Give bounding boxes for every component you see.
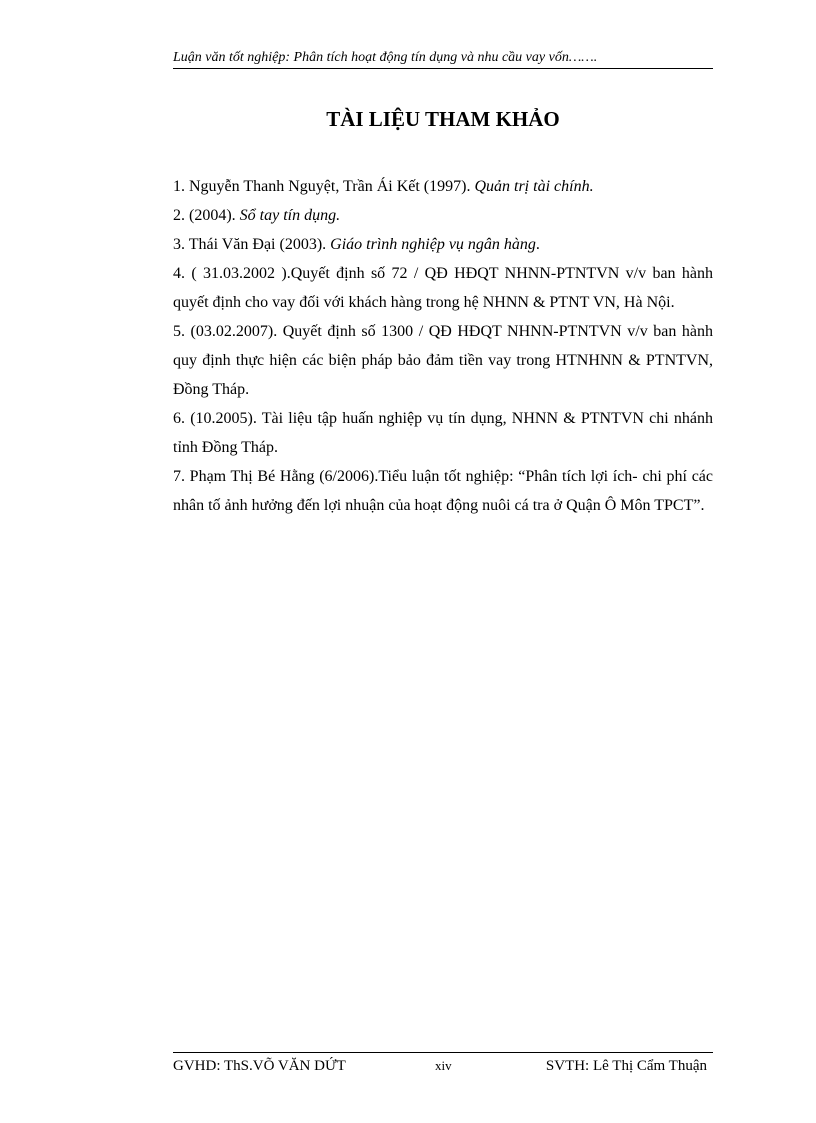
reference-text: 1. Nguyễn Thanh Nguyệt, Trần Ái Kết (1997).: [173, 178, 475, 195]
reference-item: [173, 259, 713, 317]
header-divider: [173, 68, 713, 69]
reference-text: 3. Thái Văn Đại (2003).: [173, 236, 331, 253]
footer-advisor: GVHD: ThS.VÕ VĂN DỨT: [173, 1058, 346, 1074]
page-footer: [173, 1056, 713, 1076]
reference-item: [173, 230, 713, 259]
footer-student: SVTH: Lê Thị Cẩm Thuận: [545, 1058, 707, 1074]
footer-divider: [173, 1052, 713, 1053]
page-title: TÀI LIỆU THAM KHẢO: [326, 107, 560, 131]
reference-item: [173, 172, 713, 201]
reference-text: 4. ( 31.03.2002 ).Quyết định số 72 / QĐ HĐQT NHNN-PTNTVN v/v ban hành quyết định cho vay đối với khách hàng trong hệ NHNN & PTNT VN, Hà Nội.: [173, 265, 713, 311]
reference-text: 2. (2004).: [173, 207, 240, 224]
reference-text: 6. (10.2005). Tài liệu tập huấn nghiệp vụ tín dụng, NHNN & PTNTVN chi nhánh tỉnh Đồng Tháp.: [173, 410, 713, 456]
reference-tail: .: [535, 236, 540, 253]
reference-list: [173, 172, 713, 520]
footer-page-number: xiv: [435, 1058, 452, 1073]
reference-item: [173, 201, 713, 230]
reference-text: 7. Phạm Thị Bé Hằng (6/2006).Tiểu luận tốt nghiệp: “Phân tích lợi ích- chi phí các nhân tố ảnh hưởng đến lợi nhuận của hoạt động nuôi cá tra ở Quận Ô Môn TPCT”.: [173, 468, 713, 514]
reference-work-title: Quản trị tài chính.: [474, 178, 594, 195]
reference-work-title: Giáo trình nghiệp vụ ngân hàng: [330, 236, 536, 253]
running-header: Luận văn tốt nghiệp: Phân tích hoạt động tín dụng và nhu cầu vay vốn…….: [173, 50, 598, 65]
reference-text: 5. (03.02.2007). Quyết định số 1300 / QĐ HĐQT NHNN-PTNTVN v/v ban hành quy định thực hiện các biện pháp bảo đảm tiền vay trong HTNHNN & PTNTVN, Đồng Tháp.: [173, 323, 713, 398]
reference-work-title: Sổ tay tín dụng.: [239, 207, 341, 224]
reference-item: [173, 404, 713, 462]
reference-item: [173, 462, 713, 520]
reference-item: [173, 317, 713, 404]
